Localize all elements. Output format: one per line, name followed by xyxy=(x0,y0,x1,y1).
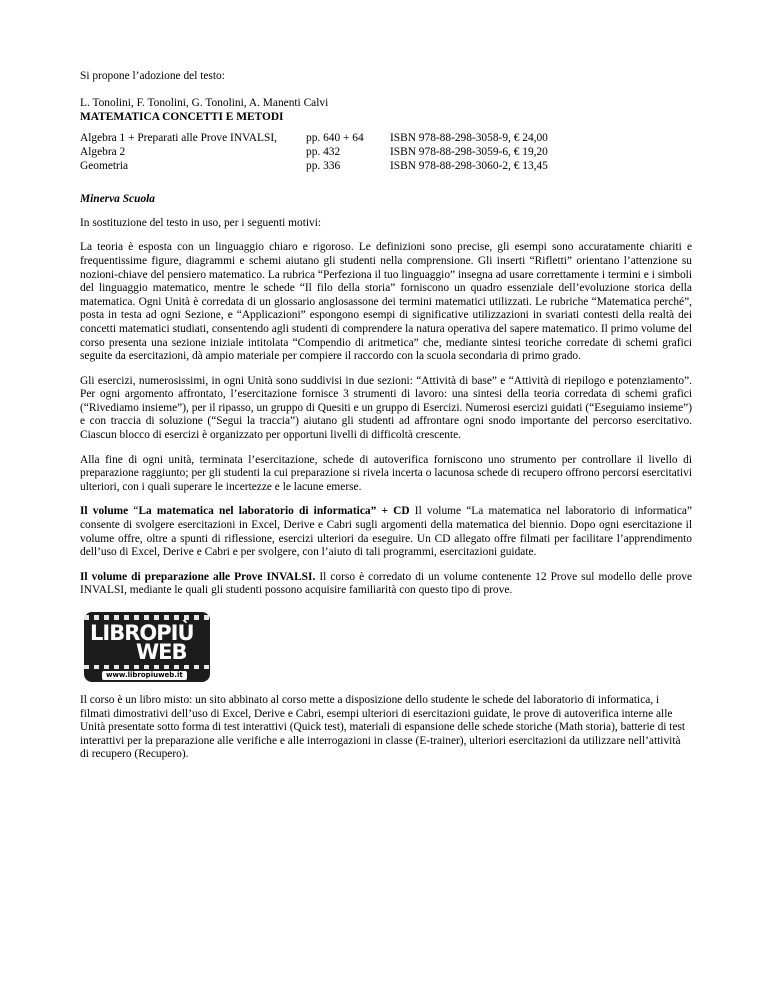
lab-volume-body: Il volume “La matematica nel laboratorio di informatica” consente di svolgere esercitazioni in Excel, Derive e Cabri sugli argomenti della matematica del biennio. Dopo ogni esercitazione il volume offre, oltre a spunti di riflessione, esercizi ulteriori da eseguire. Un CD allegato offre filmati per facilitare l’apprendimento dell’uso di Excel, Derive e Cabri e per svolgere, con l’aiuto di tali programmi, esercitazioni guidate. xyxy=(80,505,692,559)
logo-film-strip-top xyxy=(84,615,210,620)
lab-volume-lead-c: La matematica nel laboratorio di informatica” + CD xyxy=(138,505,410,518)
intro-text: Si propone l’adozione del testo: xyxy=(80,70,225,82)
logo-libro: LIBRO xyxy=(90,621,157,645)
lab-volume-lead-b: “ xyxy=(128,505,139,518)
volume-name: Geometria xyxy=(80,159,129,172)
libropiuweb-logo xyxy=(84,612,210,682)
logo-url: www.libropiuweb.it xyxy=(102,671,187,680)
lab-volume-lead-a: Il volume xyxy=(80,505,129,518)
book-title: MATEMATICA CONCETTI E METODI xyxy=(80,110,284,123)
paragraph-theory: La teoria è esposta con un linguaggio chiaro e rigoroso. Le definizioni sono precise, gli esempi sono accuratamente chiariti e frequentissime figure, diagrammi e schemi aiutano gli studenti nella comprensione. Gli inserti “Rifletti” orientano l’attenzione su nozioni-chiave del pensiero matematico. La rubrica “Perfeziona il tuo linguaggio” insegna ad usare correttamente i termini e i simboli del linguaggio matematico, mentre le schede “Il filo della storia” forniscono un quadro essenziale dell’evoluzione storica della matematica. Ogni Unità è corredata di un glossario anglosassone dei termini matematici utilizzati. Le rubriche “Matematica perché”, posta in testa ad ogni Sezione, e “Applicazioni” espongono esempi di significative utilizzazioni in svariati contesti della realtà dei concetti matematici studiati, consentendo agli studenti di comprendere la natura operativa del sapere matematico. Il primo volume del corso presenta una sezione iniziale intitolata “Compendio di aritmetica” che, mediante sintesi teoriche corredate di schemi grafici seguite da esercitazioni, dà ampio materiale per compiere il raccordo con la scuola secondaria di primo grado. xyxy=(80,241,692,363)
logo-film-strip-bottom xyxy=(84,665,210,669)
invalsi-body: Il corso è corredato di un volume contenente 12 Prove sul modello delle prove INVALSI, mediante le quali gli studenti possono acquisire familiarità con questo tipo di prove. xyxy=(80,570,693,597)
document-page xyxy=(80,70,692,762)
authors-line: L. Tonolini, F. Tonolini, G. Tonolini, A. Manenti Calvi xyxy=(80,97,329,110)
invalsi-lead: Il volume di preparazione alle Prove INVALSI. xyxy=(80,570,316,583)
volume-pages: pp. 640 + 64 xyxy=(306,132,364,145)
volumes-table xyxy=(80,132,692,173)
logo-piu: PIÙ xyxy=(156,621,194,645)
volume-name: Algebra 2 xyxy=(80,145,126,158)
publisher-name: Minerva Scuola xyxy=(80,193,155,206)
volume-isbn: ISBN 978-88-298-3058-9, € 24,00 xyxy=(390,132,548,145)
volume-isbn: ISBN 978-88-298-3059-6, € 19,20 xyxy=(390,145,548,158)
volume-pages: pp. 336 xyxy=(306,159,341,172)
paragraph-self-check: Alla fine di ogni unità, terminata l’esercitazione, schede di autoverifica forniscono uno strumento per controllare il livello di preparazione raggiunto; per gli studenti la cui preparazione si rivela incerta o lacunosa schede di recupero offrono percorsi esercitativi ulteriori, con i quali superare le incertezze e le lacune emerse. xyxy=(80,453,692,493)
logo-web: WEB xyxy=(136,640,187,664)
volume-isbn: ISBN 978-88-298-3060-2, € 13,45 xyxy=(390,159,548,172)
volume-name: Algebra 1 + Preparati alle Prove INVALSI, xyxy=(80,132,277,145)
paragraph-mixed-book: Il corso è un libro misto: un sito abbinato al corso mette a disposizione dello studente le schede del laboratorio di informatica, i filmati dimostrativi dell’uso di Excel, Derive e Cabri, esempi ulteriori di esercitazioni guidate, le prove di autoverifica interne alle Unità presentate sotto forma di test interattivi (Quick test), materiali di espansione delle schede storiche (Math storia), batterie di test interattivi per la preparazione alle verifiche e alle interrogazioni in classe (E-trainer), ulteriori esercitazioni da utilizzare nell’attività di recupero (Recupero). xyxy=(80,694,686,761)
volume-pages: pp. 432 xyxy=(306,145,341,158)
reason-text: In sostituzione del testo in uso, per i seguenti motivi: xyxy=(80,216,322,229)
paragraph-lab-volume xyxy=(80,505,692,559)
paragraph-invalsi xyxy=(80,571,692,598)
paragraph-exercises: Gli esercizi, numerosissimi, in ogni Unità sono suddivisi in due sezioni: “Attività di base” e “Attività di riepilogo e potenziamento”. Per ogni argomento affrontato, l’esercitazione fornisce 3 strumenti di lavoro: una sintesi della teoria corredata di schemi grafici (“Rivediamo insieme”), per il ripasso, un gruppo di Quesiti e un gruppo di Esercizi. Numerosi esercizi guidati (“Eseguiamo insieme”) e con traccia di soluzione (“Segui la traccia”) aiutano gli studenti ad affrontare ogni snodo importante del percorso esercitativo. Ciascun blocco di esercizi è organizzato per opportuni livelli di difficoltà crescente. xyxy=(80,374,692,442)
